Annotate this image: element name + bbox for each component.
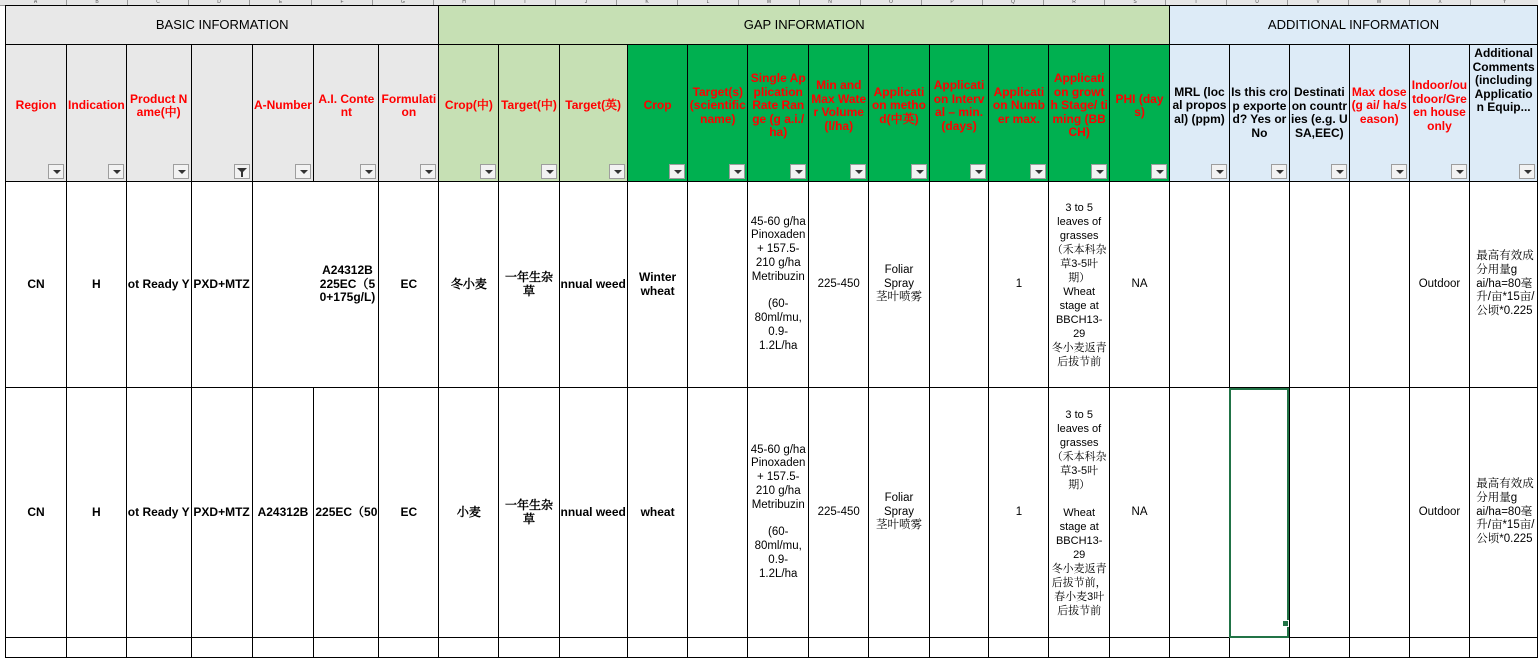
filter-dropdown-icon[interactable] (1331, 164, 1347, 179)
filter-dropdown-icon[interactable] (1030, 164, 1046, 179)
header-cell[interactable]: PHI (days) (1110, 45, 1170, 182)
cell-indoor[interactable]: Outdoor (1409, 388, 1470, 638)
filter-dropdown-icon[interactable] (609, 164, 625, 179)
column-letter-q[interactable]: Q (983, 0, 1044, 5)
cell-product-name[interactable]: ot Ready Y (126, 388, 191, 638)
cell-indoor[interactable]: Outdoor (1409, 182, 1470, 388)
column-letter-x[interactable]: X (1410, 0, 1471, 5)
cell-mix[interactable]: PXD+MTZ (191, 182, 252, 388)
spreadsheet-grid (5, 5, 1538, 658)
filter-dropdown-icon[interactable] (790, 164, 806, 179)
header-cell[interactable]: Indication (66, 45, 126, 182)
filter-dropdown-icon[interactable] (1091, 164, 1107, 179)
filter-dropdown-icon[interactable] (480, 164, 496, 179)
filter-dropdown-icon[interactable] (173, 164, 189, 179)
filter-dropdown-icon[interactable] (541, 164, 557, 179)
header-cell[interactable]: Crop(中) (439, 45, 499, 182)
column-letter-w[interactable]: W (1349, 0, 1410, 5)
cell-mrl[interactable] (1170, 182, 1230, 388)
filter-dropdown-icon[interactable] (360, 164, 376, 179)
header-cell[interactable]: Indoor/outdoor/Green house only (1409, 45, 1470, 182)
cell-indication[interactable]: H (66, 388, 126, 638)
table-row (6, 388, 1538, 638)
cell-max-dose[interactable] (1349, 182, 1409, 388)
cell-comments[interactable]: 最高有效成分用量g ai/ha=80毫升/亩*15亩/公顷*0.225 (1470, 182, 1538, 388)
cell-region[interactable]: CN (6, 388, 67, 638)
column-letter-y[interactable]: Y (1471, 0, 1538, 5)
cell-mix[interactable]: PXD+MTZ (191, 388, 252, 638)
cell-rate[interactable]: 45-60 g/ha Pinoxaden + 157.5-210 g/ha Metribuzin (60-80ml/mu, 0.9-1.2L/ha (748, 388, 809, 638)
section-gap[interactable]: GAP INFORMATION (439, 6, 1170, 45)
cell-interval[interactable] (929, 388, 989, 638)
filter-dropdown-icon[interactable] (108, 164, 124, 179)
cell-destination[interactable] (1289, 388, 1349, 638)
header-cell[interactable]: Single Application Rate Range (g a.i./ha) (748, 45, 809, 182)
cell-exported[interactable] (1229, 182, 1289, 388)
column-letter-p[interactable]: P (922, 0, 983, 5)
filter-dropdown-icon[interactable] (911, 164, 927, 179)
table-row (6, 182, 1538, 388)
header-cell[interactable]: MRL (local proposal) (ppm) (1170, 45, 1230, 182)
header-cell[interactable]: Is this crop exported? Yes or No (1229, 45, 1289, 182)
cell-target-cn[interactable]: 一年生杂草 (499, 182, 559, 388)
cell-method[interactable]: Foliar Spray 茎叶喷雾 (869, 388, 929, 638)
filter-dropdown-icon[interactable] (1271, 164, 1287, 179)
cell-interval[interactable] (929, 182, 989, 388)
column-letter-c[interactable]: C (128, 0, 189, 5)
column-letter-a[interactable]: A (5, 0, 67, 5)
cell-timing[interactable]: 3 to 5 leaves of grasses（禾本科杂草3-5叶期） Wheat stage at BBCH13-29 冬小麦返青后拔节前 (1049, 182, 1110, 388)
section-header-row (6, 6, 1538, 45)
cell-destination[interactable] (1289, 182, 1349, 388)
filter-dropdown-icon[interactable] (1391, 164, 1407, 179)
section-additional[interactable]: ADDITIONAL INFORMATION (1170, 6, 1538, 45)
filter-dropdown-icon[interactable] (1211, 164, 1227, 179)
cell-product-name[interactable]: ot Ready Y (126, 182, 191, 388)
cell-crop-cn[interactable]: 小麦 (439, 388, 499, 638)
header-cell[interactable]: Min and Max Water Volume (l/ha) (809, 45, 869, 182)
column-letter-d[interactable]: D (189, 0, 250, 5)
cell-a-number[interactable]: A24312B 225EC（50+175g/L) (252, 182, 379, 388)
cell-a-number[interactable]: A24312B (252, 388, 314, 638)
cell-crop-cn[interactable]: 冬小麦 (439, 182, 499, 388)
cell-phi[interactable]: NA (1110, 388, 1170, 638)
filter-dropdown-icon[interactable] (1151, 164, 1167, 179)
header-cell[interactable]: A.I. Content (314, 45, 379, 182)
cell-target-en[interactable]: nnual weed (559, 388, 627, 638)
header-cell[interactable]: Application growth Stage/ timing (BBCH) (1049, 45, 1110, 182)
header-cell[interactable]: Crop (627, 45, 687, 182)
header-cell[interactable]: Application Number max. (989, 45, 1049, 182)
cell-formulation[interactable]: EC (379, 388, 439, 638)
column-letter-u[interactable]: U (1227, 0, 1288, 5)
column-letter-t[interactable]: T (1166, 0, 1227, 5)
filter-dropdown-icon[interactable] (420, 164, 436, 179)
header-cell[interactable]: Target(中) (499, 45, 559, 182)
cell-mrl[interactable] (1170, 388, 1230, 638)
cell-formulation[interactable]: EC (379, 182, 439, 388)
filter-dropdown-icon[interactable] (729, 164, 745, 179)
cell-crop[interactable]: Winter wheat (627, 182, 687, 388)
filter-dropdown-icon[interactable] (48, 164, 64, 179)
cell-rate[interactable]: 45-60 g/ha Pinoxaden + 157.5-210 g/ha Metribuzin (60-80ml/mu, 0.9-1.2L/ha (748, 182, 809, 388)
column-letter-m[interactable]: M (739, 0, 800, 5)
cell-exported-selected[interactable] (1229, 388, 1289, 638)
filter-dropdown-icon[interactable] (1519, 164, 1535, 179)
cell-number[interactable]: 1 (989, 182, 1049, 388)
cell-comments[interactable]: 最高有效成分用量g ai/ha=80毫升/亩*15亩/公顷*0.225 (1470, 388, 1538, 638)
filter-dropdown-icon[interactable] (295, 164, 311, 179)
header-cell[interactable]: Target(英) (559, 45, 627, 182)
column-letter-r[interactable]: R (1044, 0, 1105, 5)
filter-active-icon[interactable] (234, 164, 250, 179)
filter-dropdown-icon[interactable] (669, 164, 685, 179)
column-letter-s[interactable]: S (1105, 0, 1166, 5)
header-cell[interactable]: Application Interval – min. (days) (929, 45, 989, 182)
header-cell[interactable]: Formulation (379, 45, 439, 182)
cell-ai-content[interactable]: 225EC（50 (314, 388, 379, 638)
header-cell[interactable]: Max dose (g ai/ ha/season) (1349, 45, 1409, 182)
cell-number[interactable]: 1 (989, 388, 1049, 638)
column-letter-l[interactable]: L (678, 0, 739, 5)
cell-target-en[interactable]: nnual weed (559, 182, 627, 388)
cell-timing[interactable]: 3 to 5 leaves of grasses（禾本科杂草3-5叶期） Wheat stage at BBCH13-29 冬小麦返青后拔节前，春小麦3叶后拔节前 (1049, 388, 1110, 638)
header-cell[interactable]: Region (6, 45, 67, 182)
cell-target-cn[interactable]: 一年生杂草 (499, 388, 559, 638)
cell-max-dose[interactable] (1349, 388, 1409, 638)
cell-phi[interactable]: NA (1110, 182, 1170, 388)
header-cell[interactable]: Target(s) (scientific name) (688, 45, 748, 182)
cell-target-sci[interactable] (688, 182, 748, 388)
header-cell[interactable]: Product Name(中) (126, 45, 191, 182)
column-letter-i[interactable]: I (495, 0, 556, 5)
cell-water[interactable]: 225-450 (809, 182, 869, 388)
column-letter-o[interactable]: O (861, 0, 922, 5)
column-letter-v[interactable]: V (1288, 0, 1349, 5)
header-cell[interactable]: Application method(中英) (869, 45, 929, 182)
cell-target-sci[interactable] (688, 388, 748, 638)
column-header-row (6, 45, 1538, 182)
section-basic[interactable]: BASIC INFORMATION (6, 6, 439, 45)
cell-method[interactable]: Foliar Spray 茎叶喷雾 (869, 182, 929, 388)
cell-water[interactable]: 225-450 (809, 388, 869, 638)
column-letter-k[interactable]: K (617, 0, 678, 5)
header-cell[interactable] (191, 45, 252, 182)
filter-dropdown-icon[interactable] (1451, 164, 1467, 179)
cell-crop[interactable]: wheat (627, 388, 687, 638)
table-row-empty (6, 638, 1538, 658)
column-letter-g[interactable]: G (373, 0, 434, 5)
column-letter-f[interactable]: F (312, 0, 373, 5)
selection-fill-handle[interactable] (1282, 620, 1289, 627)
filter-dropdown-icon[interactable] (970, 164, 986, 179)
cell-indication[interactable]: H (66, 182, 126, 388)
column-letter-j[interactable]: J (556, 0, 617, 5)
column-letter-e[interactable]: E (250, 0, 312, 5)
column-letter-b[interactable]: B (67, 0, 128, 5)
column-letter-h[interactable]: H (434, 0, 495, 5)
column-letter-n[interactable]: N (800, 0, 861, 5)
header-cell[interactable]: Additional Comments (including Application Equip... (1470, 45, 1538, 182)
header-cell[interactable]: A-Number (252, 45, 314, 182)
filter-dropdown-icon[interactable] (850, 164, 866, 179)
header-cell[interactable]: Destination countries (e.g. USA,EEC) (1289, 45, 1349, 182)
cell-region[interactable]: CN (6, 182, 67, 388)
